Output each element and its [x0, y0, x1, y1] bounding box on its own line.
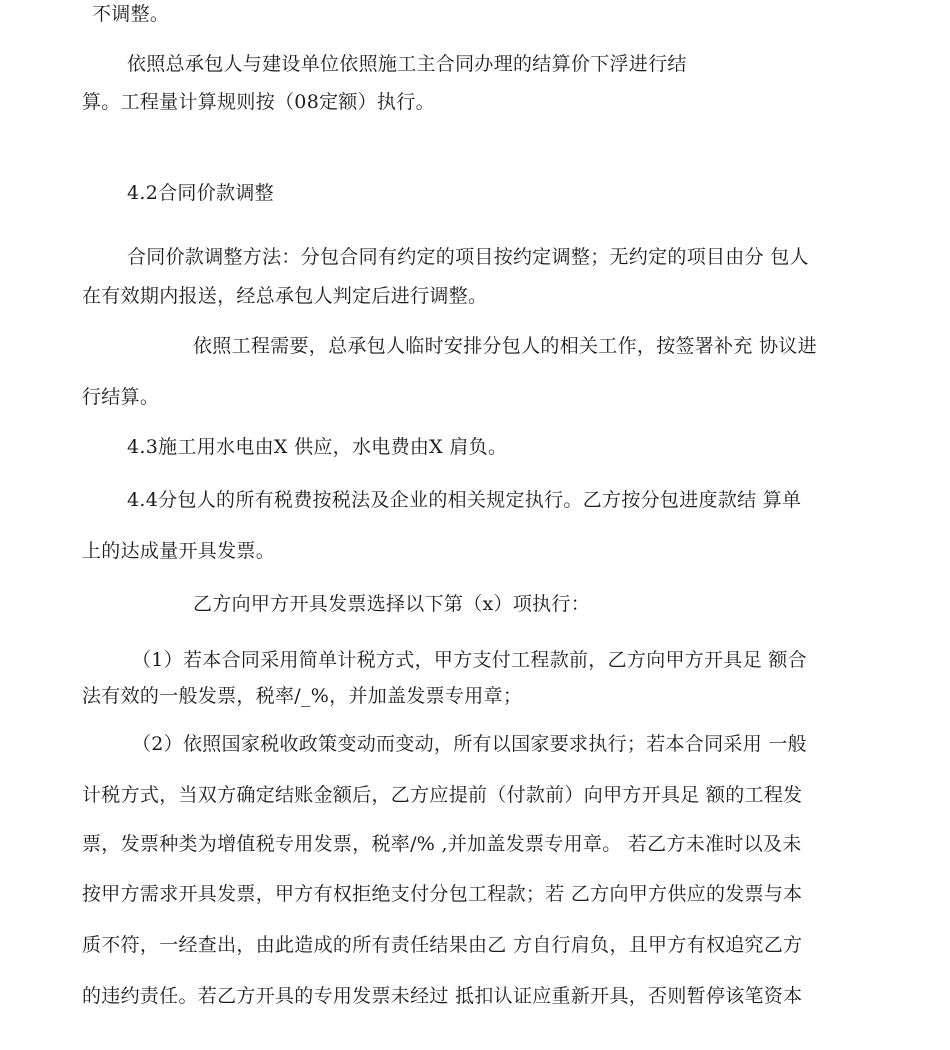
- section-item: 4.3施工用水电由X 供应，水电费由X 肩负。: [127, 436, 508, 458]
- list-item: （2）依照国家税收政策变动而变动，所有以国家要求执行；若本合同采用 一般: [132, 733, 807, 755]
- text-line: 依照总承包人与建设单位依照施工主合同办理的结算价下浮进行结: [127, 53, 687, 75]
- list-item: （1）若本合同采用简单计税方式，甲方支付工程款前，乙方向甲方开具足 额合: [132, 649, 807, 671]
- text-line: 的违约责任。若乙方开具的专用发票未经过 抵扣认证应重新开具，否则暂停该笔资本: [82, 985, 803, 1007]
- text-line: 依照工程需要，总承包人临时安排分包人的相关工作，按签署补充 协议进: [193, 335, 817, 357]
- text-line: 合同价款调整方法：分包合同有约定的项目按约定调整；无约定的项目由分 包人: [127, 246, 809, 268]
- text-line: 乙方向甲方开具发票选择以下第（x）项执行：: [193, 593, 591, 615]
- text-line: 在有效期内报送，经总承包人判定后进行调整。: [82, 285, 488, 307]
- text-line: 法有效的一般发票，税率/_%，并加盖发票专用章；: [82, 685, 523, 707]
- text-line: 不调整。: [92, 3, 170, 25]
- text-line: 质不符，一经查出，由此造成的所有责任结果由乙 方自行肩负，且甲方有权追究乙方: [82, 934, 803, 956]
- section-heading: 4.2合同价款调整: [127, 182, 274, 204]
- text-line: 算。工程量计算规则按（08定额）执行。: [82, 91, 435, 113]
- text-line: 按甲方需求开具发票，甲方有权拒绝支付分包工程款；若 乙方向甲方供应的发票与本: [82, 883, 803, 905]
- text-line: 计税方式，当双方确定结账金额后，乙方应提前（付款前）向甲方开具足 额的工程发: [82, 784, 803, 806]
- section-item: 4.4分包人的所有税费按税法及企业的相关规定执行。乙方按分包进度款结 算单: [127, 489, 802, 511]
- text-line: 上的达成量开具发票。: [82, 540, 276, 562]
- text-line: 票，发票种类为增值税专用发票，税率/% ,并加盖发票专用章。 若乙方未准时以及未: [82, 833, 802, 855]
- text-line: 行结算。: [82, 386, 160, 408]
